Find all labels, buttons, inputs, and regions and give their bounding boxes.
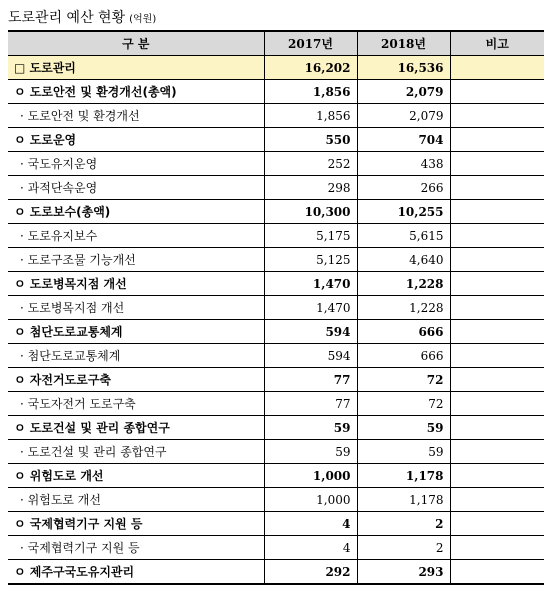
value-2018: 5,615 (357, 224, 450, 248)
category-row (8, 272, 544, 296)
row-note (450, 272, 544, 296)
row-label: ㅇ 도로보수(총액) (8, 200, 264, 224)
row-note (450, 248, 544, 272)
value-2018: 2 (357, 536, 450, 560)
row-note (450, 104, 544, 128)
row-label: ㅇ 도로운영 (8, 128, 264, 152)
category-row (8, 320, 544, 344)
row-label: · 국도자전거 도로구축 (8, 392, 264, 416)
budget-table (8, 30, 544, 585)
value-2018: 2,079 (357, 80, 450, 104)
subcategory-row (8, 536, 544, 560)
value-2018: 1,228 (357, 296, 450, 320)
row-label: · 국도유지운영 (8, 152, 264, 176)
row-note (450, 536, 544, 560)
value-2017: 59 (264, 416, 357, 440)
value-2018: 59 (357, 416, 450, 440)
row-note (450, 464, 544, 488)
row-note (450, 320, 544, 344)
row-note (450, 56, 544, 80)
value-2017: 77 (264, 368, 357, 392)
row-label: · 도로유지보수 (8, 224, 264, 248)
category-row (8, 464, 544, 488)
row-label: · 도로구조물 기능개선 (8, 248, 264, 272)
category-row (8, 80, 544, 104)
subcategory-row (8, 392, 544, 416)
row-label: · 위험도로 개선 (8, 488, 264, 512)
row-label: ㅇ 제주구국도유지관리 (8, 560, 264, 585)
table-caption (8, 6, 156, 28)
subcategory-row (8, 104, 544, 128)
value-2017: 1,856 (264, 80, 357, 104)
value-2017: 77 (264, 392, 357, 416)
value-2017: 10,300 (264, 200, 357, 224)
value-2018: 72 (357, 368, 450, 392)
value-2017: 1,470 (264, 296, 357, 320)
row-label: · 과적단속운영 (8, 176, 264, 200)
row-note (450, 296, 544, 320)
category-row (8, 512, 544, 536)
value-2018: 4,640 (357, 248, 450, 272)
value-2017: 1,000 (264, 488, 357, 512)
row-note (450, 344, 544, 368)
row-label: · 도로안전 및 환경개선 (8, 104, 264, 128)
value-2018: 2 (357, 512, 450, 536)
total-row (8, 56, 544, 80)
value-2017: 550 (264, 128, 357, 152)
row-label: □ 도로관리 (8, 56, 264, 80)
value-2018: 293 (357, 560, 450, 585)
value-2017: 1,000 (264, 464, 357, 488)
row-label: ㅇ 국제협력기구 지원 등 (8, 512, 264, 536)
category-row (8, 200, 544, 224)
header-2018: 2018년 (357, 31, 450, 56)
subcategory-row (8, 152, 544, 176)
row-note (450, 128, 544, 152)
header-note: 비고 (450, 31, 544, 56)
subcategory-row (8, 296, 544, 320)
value-2017: 16,202 (264, 56, 357, 80)
caption-unit: (억원) (129, 14, 157, 25)
header-2017: 2017년 (264, 31, 357, 56)
subcategory-row (8, 224, 544, 248)
value-2018: 266 (357, 176, 450, 200)
row-note (450, 392, 544, 416)
value-2018: 1,228 (357, 272, 450, 296)
category-row (8, 560, 544, 585)
value-2018: 1,178 (357, 464, 450, 488)
subcategory-row (8, 248, 544, 272)
header-category: 구 분 (8, 31, 264, 56)
row-note (450, 368, 544, 392)
row-note (450, 560, 544, 585)
row-label: · 첨단도로교통체계 (8, 344, 264, 368)
header-row (8, 31, 544, 56)
value-2017: 594 (264, 344, 357, 368)
value-2018: 16,536 (357, 56, 450, 80)
row-label: ㅇ 위험도로 개선 (8, 464, 264, 488)
value-2018: 59 (357, 440, 450, 464)
value-2018: 666 (357, 320, 450, 344)
value-2017: 4 (264, 512, 357, 536)
row-label: · 도로건설 및 관리 종합연구 (8, 440, 264, 464)
row-note (450, 440, 544, 464)
row-note (450, 512, 544, 536)
row-label: ㅇ 도로병목지점 개선 (8, 272, 264, 296)
row-note (450, 80, 544, 104)
table-body (8, 56, 544, 585)
row-label: · 도로병목지점 개선 (8, 296, 264, 320)
row-note (450, 416, 544, 440)
category-row (8, 416, 544, 440)
value-2017: 5,175 (264, 224, 357, 248)
value-2018: 704 (357, 128, 450, 152)
value-2017: 594 (264, 320, 357, 344)
subcategory-row (8, 488, 544, 512)
value-2017: 59 (264, 440, 357, 464)
value-2018: 10,255 (357, 200, 450, 224)
value-2017: 292 (264, 560, 357, 585)
value-2017: 5,125 (264, 248, 357, 272)
value-2017: 1,470 (264, 272, 357, 296)
value-2018: 666 (357, 344, 450, 368)
value-2017: 252 (264, 152, 357, 176)
row-note (450, 200, 544, 224)
subcategory-row (8, 176, 544, 200)
caption-title: 도로관리 예산 현황 (8, 10, 126, 26)
row-note (450, 224, 544, 248)
value-2018: 72 (357, 392, 450, 416)
value-2018: 1,178 (357, 488, 450, 512)
row-label: ㅇ 자전거도로구축 (8, 368, 264, 392)
value-2017: 4 (264, 536, 357, 560)
category-row (8, 368, 544, 392)
subcategory-row (8, 344, 544, 368)
row-label: ㅇ 도로건설 및 관리 종합연구 (8, 416, 264, 440)
row-label: · 국제협력기구 지원 등 (8, 536, 264, 560)
row-label: ㅇ 첨단도로교통체계 (8, 320, 264, 344)
row-note (450, 176, 544, 200)
row-note (450, 488, 544, 512)
value-2018: 438 (357, 152, 450, 176)
value-2018: 2,079 (357, 104, 450, 128)
value-2017: 298 (264, 176, 357, 200)
category-row (8, 128, 544, 152)
row-note (450, 152, 544, 176)
subcategory-row (8, 440, 544, 464)
row-label: ㅇ 도로안전 및 환경개선(총액) (8, 80, 264, 104)
value-2017: 1,856 (264, 104, 357, 128)
